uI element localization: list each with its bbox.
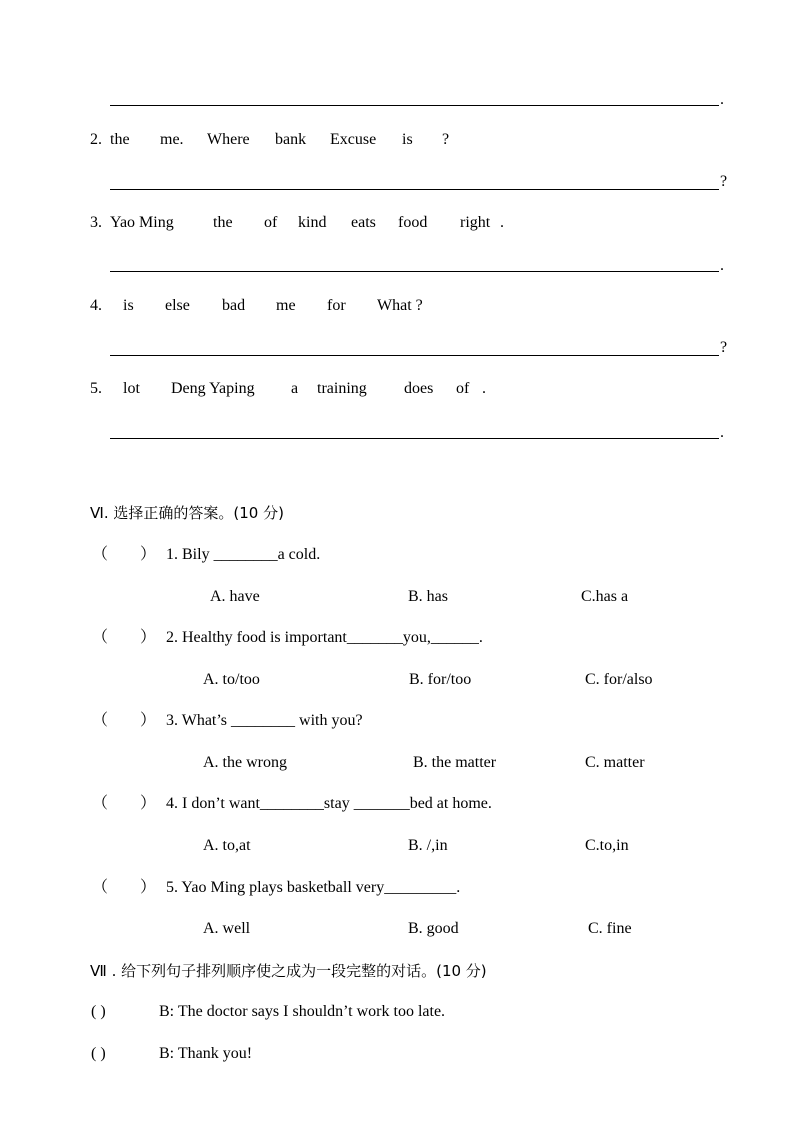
word: right [460,214,491,231]
answer-line-4[interactable] [110,355,719,356]
order-bracket-2[interactable]: ( ) [91,1045,106,1062]
option-b-q4[interactable]: B. /,in [408,837,448,854]
word: . [482,380,486,397]
option-a-q2[interactable]: A. to/too [203,671,260,688]
item-number: 3. [90,214,102,231]
option-b-q3[interactable]: B. the matter [413,754,497,771]
question-stem-q4: 4. I don’t want________stay _______bed at home. [166,795,492,812]
dialogue-line-1: B: The doctor says I shouldn’t work too late. [159,1003,446,1020]
item-number: 4. [90,297,102,314]
word: ? [442,131,450,148]
word: bad [222,297,246,314]
section-7-heading: Ⅶ . 给下列句子排列顺序使之成为一段完整的对话。(10 分) [90,962,487,980]
answer-line-5-end: . [720,424,724,441]
word: What ? [377,297,423,314]
word: Deng Yaping [171,380,255,397]
word: bank [275,131,307,148]
word: kind [298,214,327,231]
word: me. [160,131,184,148]
question-stem-q1: 1. Bily ________a cold. [166,546,321,563]
option-a-q3[interactable]: A. the wrong [203,754,287,771]
option-c-q5[interactable]: C. fine [588,920,632,937]
answer-line-5[interactable] [110,438,719,439]
word: training [317,380,367,397]
option-b-q5[interactable]: B. good [408,920,459,937]
word: else [165,297,190,314]
answer-line-1[interactable] [110,105,719,106]
word: lot [123,380,140,397]
answer-line-4-end: ? [720,339,728,356]
answer-bracket-q5[interactable]: （ ） [92,879,157,896]
word: food [398,214,428,231]
word: eats [351,214,376,231]
word: me [276,297,296,314]
answer-bracket-q2[interactable]: （ ） [92,629,157,646]
option-a-q4[interactable]: A. to,at [203,837,251,854]
answer-bracket-q1[interactable]: （ ） [92,546,157,563]
word: a [291,380,299,397]
word: Where [207,131,250,148]
dialogue-line-2: B: Thank you! [159,1045,253,1062]
option-b-q1[interactable]: B. has [408,588,448,605]
word: does [404,380,434,397]
word: is [402,131,413,148]
word: Yao Ming [110,214,174,231]
answer-bracket-q3[interactable]: （ ） [92,712,157,729]
word: Excuse [330,131,377,148]
answer-line-2-end: ? [720,173,728,190]
word: the [213,214,233,231]
answer-line-1-end: . [720,91,724,108]
word: is [123,297,134,314]
word: for [327,297,346,314]
answer-line-3-end: . [720,257,724,274]
word: of [264,214,278,231]
answer-line-2[interactable] [110,189,719,190]
option-a-q5[interactable]: A. well [203,920,251,937]
option-c-q2[interactable]: C. for/also [585,671,653,688]
question-stem-q2: 2. Healthy food is important_______you,______. [166,629,483,646]
option-c-q1[interactable]: C.has a [581,588,629,605]
question-stem-q3: 3. What’s ________ with you? [166,712,363,729]
word: . [500,214,504,231]
order-bracket-1[interactable]: ( ) [91,1003,106,1020]
option-c-q4[interactable]: C.to,in [585,837,629,854]
answer-bracket-q4[interactable]: （ ） [92,795,157,812]
answer-line-3[interactable] [110,271,719,272]
option-a-q1[interactable]: A. have [210,588,260,605]
word: the [110,131,130,148]
option-b-q2[interactable]: B. for/too [409,671,472,688]
item-number: 2. [90,131,102,148]
question-stem-q5: 5. Yao Ming plays basketball very_________. [166,879,461,896]
section-6-heading: Ⅵ. 选择正确的答案。(10 分) [90,504,284,522]
item-number: 5. [90,380,102,397]
word: of [456,380,470,397]
option-c-q3[interactable]: C. matter [585,754,645,771]
